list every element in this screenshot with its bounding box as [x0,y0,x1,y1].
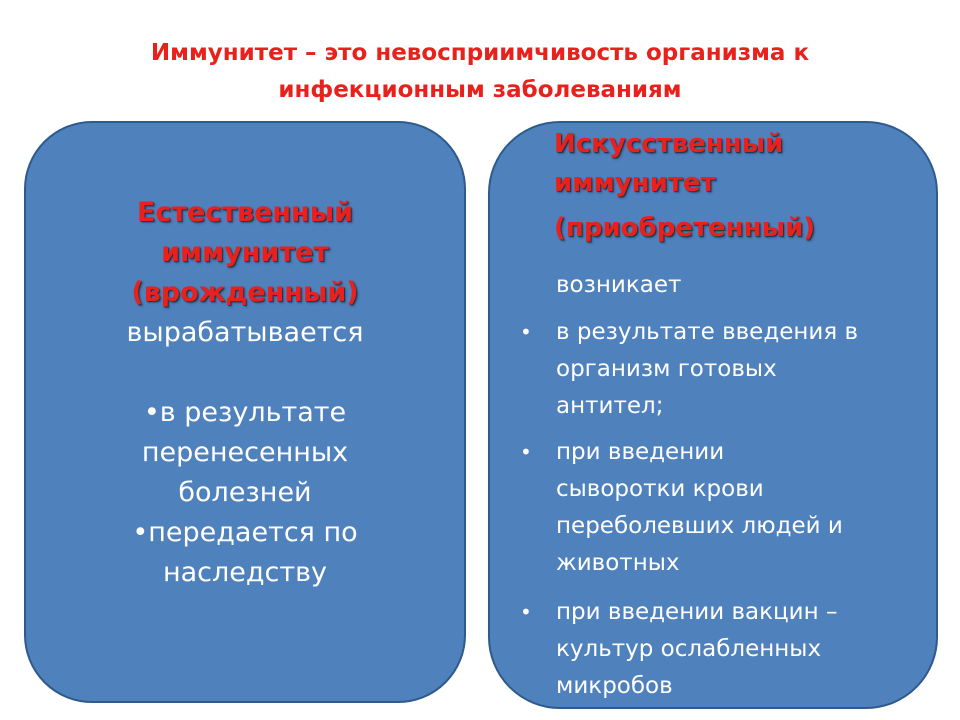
natural-heading-line-3: (врожденный) [131,277,359,308]
artificial-intro: возникает [556,272,682,298]
natural-heading-line-2: иммунитет [161,237,329,268]
artificial-heading [554,125,914,248]
list-item-line: организм готовых [556,356,777,382]
natural-bullet-2-line-2: наследству [162,557,328,588]
list-item-line: микробов [556,673,673,699]
title-line-1: Иммунитет – это невосприимчивость организма к [150,40,810,66]
natural-bullet-1-line-1: •в результате [143,397,347,428]
list-item-line: антител; [556,393,664,419]
natural-immunity-content [26,193,464,593]
natural-immunity-panel [24,121,466,703]
bullet-icon: • [520,320,532,344]
artificial-heading-line-1: Искусственный [554,129,784,159]
list-item-line: в результате введения в [556,319,859,345]
title-line-2: инфекционным заболеваниям [278,77,682,103]
list-item-line: животных [556,550,680,576]
natural-bullet-2-line-1: •передается по [132,517,358,548]
list-item-line: культур ослабленных [556,636,822,662]
list-item-line: при введении вакцин – [556,599,838,625]
list-item-line: сыворотки крови [556,476,764,502]
list-item-text [556,594,837,705]
natural-bullet-1-line-3: болезней [178,477,312,508]
bullet-icon: • [520,600,532,624]
bullet-icon: • [520,440,532,464]
list-item-line: переболевших людей и [556,513,843,539]
artificial-immunity-panel [488,121,938,709]
natural-intro: вырабатывается [126,317,364,348]
list-item-line: при введении [556,439,725,465]
slide-title [60,35,900,109]
natural-heading-line-1: Естественный [136,197,354,228]
natural-bullet-1-line-2: перенесенных [141,437,349,468]
artificial-heading-line-2: иммунитет [554,168,716,198]
spacer [26,353,464,393]
artificial-heading-line-3: (приобретенный) [554,213,816,243]
list-item-text [556,434,843,582]
list-item-text [556,314,858,425]
